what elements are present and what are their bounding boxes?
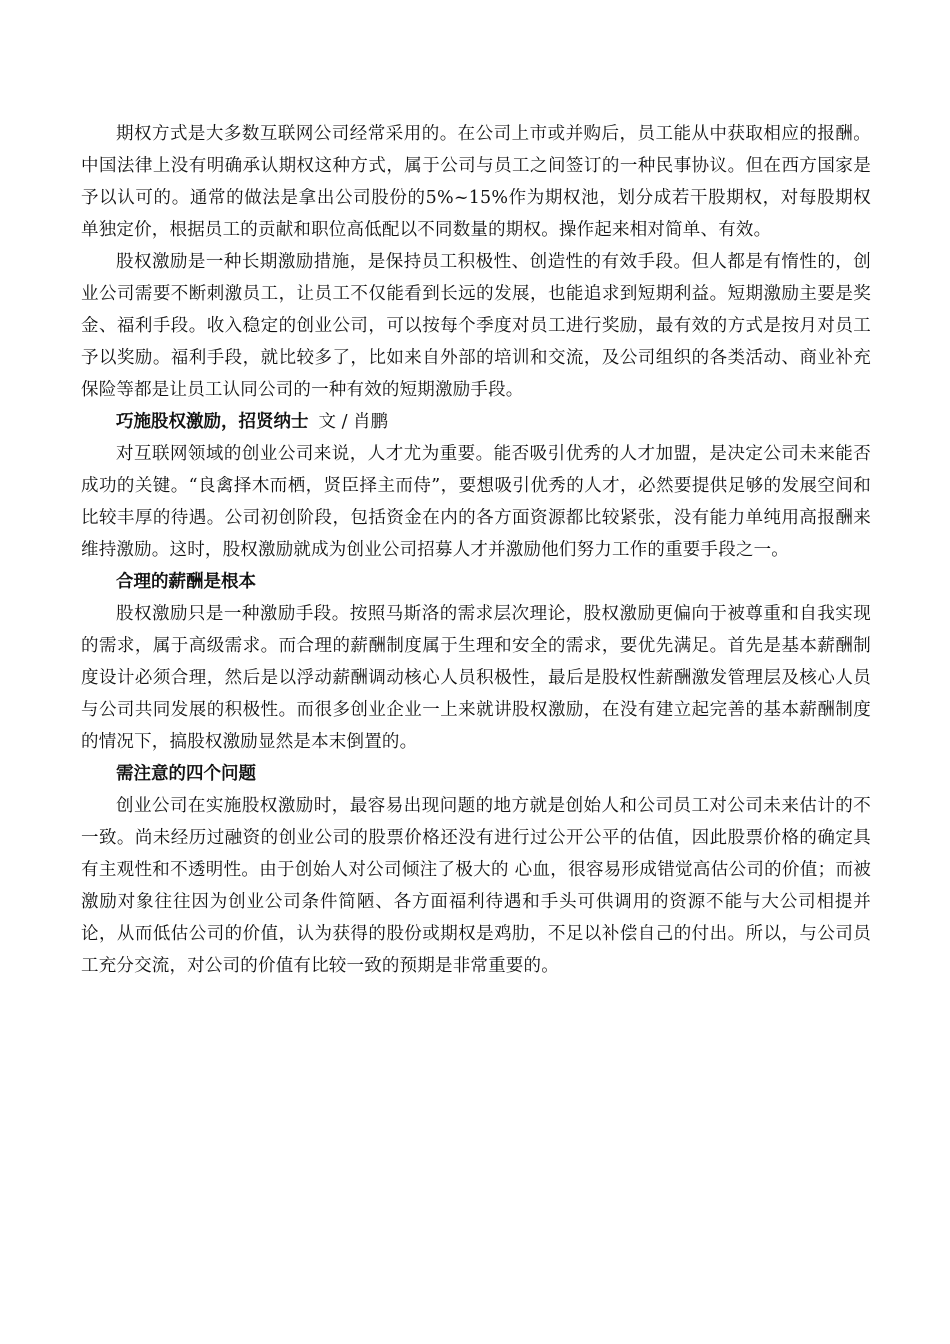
paragraph-issues: 创业公司在实施股权激励时，最容易出现问题的地方就是创始人和公司员工对公司未来估计的不一致。尚未经历过融资的创业公司的股票价格还没有进行过公开公平的估值，因此股票价格的确定具有主观性和不透明性。由于创始人对公司倾注了极大的 心血，很容易形成错觉高估公司的价值；而被激励对象往往因为创业公司条件简陋、各方面福利待遇和手头可供调用的资源不能与大公司相提并论，从而低估公司的价值，认为获得的股份或期权是鸡肋，不足以补偿自己的付出。所以，与公司员工充分交流，对公司的价值有比较一致的预期是非常重要的。 <box>81 796 871 976</box>
heading-text: 巧施股权激励，招贤纳士 <box>116 412 309 432</box>
paragraph-salary: 股权激励只是一种激励手段。按照马斯洛的需求层次理论，股权激励更偏向于被尊重和自我实现的需求，属于高级需求。而合理的薪酬制度属于生理和安全的需求，要优先满足。首先是基本薪酬制度设计必须合理，然后是以浮动薪酬调动核心人员积极性，最后是股权性薪酬激发管理层及核心人员与公司共同发展的积极性。而很多创业企业一上来就讲股权激励，在没有建立起完善的基本薪酬制度的情况下，搞股权激励显然是本末倒置的。 <box>81 604 871 752</box>
paragraph-options: 期权方式是大多数互联网公司经常采用的。在公司上市或并购后，员工能从中获取相应的报酬。中国法律上没有明确承认期权这种方式，属于公司与员工之间签订的一种民事协议。但在西方国家是予以认可的。通常的做法是拿出公司股份的5%~15%作为期权池，划分成若干股期权，对每股期权单独定价，根据员工的贡献和职位高低配以不同数量的期权。操作起来相对简单、有效。 <box>81 124 871 240</box>
section-heading-salary: 合理的薪酬是根本 <box>116 572 256 592</box>
paragraph-long-term-incentive: 股权激励是一种长期激励措施，是保持员工积极性、创造性的有效手段。但人都是有惰性的，创业公司需要不断刺激员工，让员工不仅能看到长远的发展，也能追求到短期利益。短期激励主要是奖金、福利手段。收入稳定的创业公司，可以按每个季度对员工进行奖励，最有效的方式是按月对员工予以奖励。福利手段，就比较多了，比如来自外部的培训和交流，及公司组织的各类活动、商业补充保险等都是让员工认同公司的一种有效的短期激励手段。 <box>81 252 871 400</box>
section-heading-four-issues: 需注意的四个问题 <box>116 764 256 784</box>
paragraph-talent: 对互联网领域的创业公司来说，人才尤为重要。能否吸引优秀的人才加盟，是决定公司未来能否成功的关键。“良禽择木而栖，贤臣择主而侍”，要想吸引优秀的人才，必然要提供足够的发展空间和比较丰厚的待遇。公司初创阶段，包括资金在内的各方面资源都比较紧张，没有能力单纯用高报酬来维持激励。这时，股权激励就成为创业公司招募人才并激励他们努力工作的重要手段之一。 <box>81 444 871 560</box>
section-heading-equity-incentive <box>81 406 871 438</box>
author-byline: 文 / 肖鹏 <box>318 412 389 432</box>
article-body <box>81 118 871 982</box>
